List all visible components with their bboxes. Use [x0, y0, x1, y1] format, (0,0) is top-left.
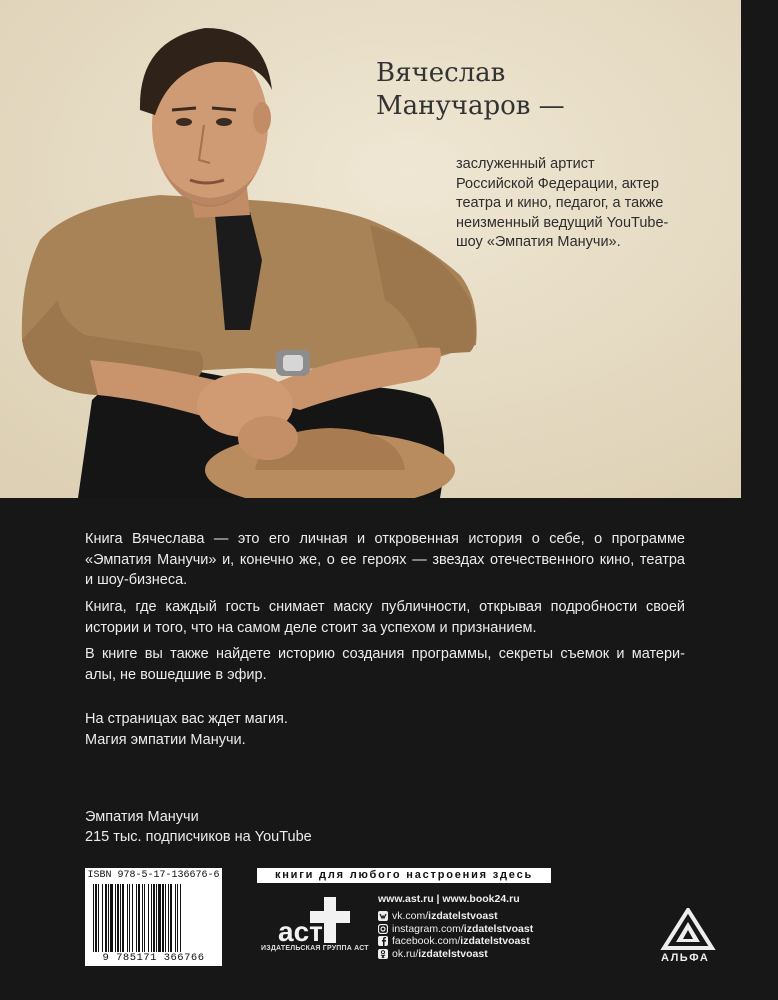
author-bio-line: Российской Федерации, актер: [456, 175, 659, 192]
blurb-line: Магия эмпатии Манучи.: [85, 731, 246, 748]
ean-digits: 9 785171 366766: [102, 952, 205, 964]
blurb-line: истории и того, что на самом деле стоит за успехом и признанием.: [85, 619, 537, 636]
barcode-icon: [93, 884, 214, 952]
youtube-channel-name: Эмпатия Манучи: [85, 809, 199, 825]
youtube-subscribers: 215 тыс. подписчиков на YouTube: [85, 829, 312, 845]
author-name-line-1: Вячеслав: [376, 58, 506, 88]
author-bio: [456, 155, 726, 253]
barcode-bar: [168, 884, 169, 952]
barcode-bar: [105, 884, 107, 952]
blurb-paragraph-1: [85, 529, 685, 591]
social-links: [378, 910, 533, 960]
barcode-bar: [122, 884, 124, 952]
barcode-bar: [177, 884, 178, 952]
publisher-slogan: книги для любого настроения здесь: [257, 868, 551, 883]
barcode-bar: [162, 884, 164, 952]
barcode-bar: [144, 884, 145, 952]
barcode-bar: [138, 884, 140, 952]
barcode-bar: [142, 884, 143, 952]
barcode-box: [85, 868, 222, 966]
blurb-line: В книге вы также найдете историю создания программы, секреты съемок и матери-: [85, 646, 685, 662]
vk-icon: [378, 911, 388, 921]
social-link-instagram[interactable]: [378, 923, 533, 936]
social-prefix: ok.ru/: [392, 947, 419, 960]
barcode-bar: [110, 884, 113, 952]
author-bio-line: заслуженный артист: [456, 156, 595, 172]
barcode-bar: [153, 884, 155, 952]
social-link-ok[interactable]: [378, 948, 533, 961]
barcode-bar: [127, 884, 128, 952]
author-bio-line: неизменный ведущий YouTube-: [456, 214, 669, 231]
barcode-bar: [151, 884, 152, 952]
social-link-vk[interactable]: [378, 910, 533, 923]
barcode-bar: [148, 884, 149, 952]
blurb-line: На страницах вас ждет магия.: [85, 711, 288, 727]
blurb-paragraph-3: [85, 644, 685, 685]
publisher-group-caption: ИЗДАТЕЛЬСКАЯ ГРУППА АСТ: [261, 945, 369, 952]
barcode-bar: [95, 884, 97, 952]
barcode-bar: [165, 884, 166, 952]
blurb-paragraph-2: [85, 597, 685, 638]
alfa-imprint-label: АЛЬФА: [661, 952, 710, 964]
author-name-line-2: Манучаров —: [376, 91, 565, 121]
barcode-bar: [175, 884, 176, 952]
barcode-bar: [129, 884, 130, 952]
blurb-line: Книга, где каждый гость снимает маску публичности, открывая подробности своей: [85, 599, 685, 615]
blurb-paragraph-4: [85, 709, 685, 750]
ast-logo-text: аст: [278, 916, 323, 947]
blurb-line: Книга Вячеслава — это его личная и откровенная история о себе, о программе: [85, 531, 685, 547]
alfa-logo-icon: [658, 908, 718, 950]
barcode-bar: [93, 884, 94, 952]
barcode-bar: [115, 884, 116, 952]
author-photo-panel: [0, 0, 741, 498]
instagram-icon: [378, 924, 388, 934]
publisher-websites[interactable]: www.ast.ru | www.book24.ru: [378, 893, 520, 905]
ok-icon: [378, 949, 388, 959]
isbn-label: ISBN 978-5-17-136676-6: [87, 870, 220, 881]
barcode-bar: [117, 884, 119, 952]
barcode-bar: [170, 884, 172, 952]
blurb-line: алы, не вошедшие в эфир.: [85, 666, 267, 683]
barcode-bar: [102, 884, 103, 952]
social-prefix: instagram.com/: [392, 922, 464, 935]
author-bio-line: театра и кино, педагог, а также: [456, 195, 664, 211]
barcode-bar: [158, 884, 161, 952]
youtube-info: [85, 807, 312, 847]
barcode-bar: [108, 884, 109, 952]
author-name: [376, 57, 565, 123]
social-link-facebook[interactable]: [378, 935, 533, 948]
social-handle: izdatelstvoast: [428, 910, 498, 923]
barcode-bar: [180, 884, 181, 952]
blurb-line: «Эмпатия Манучи» и, конечно же, о ее героях — звездах отечественного кино, театра: [85, 551, 685, 568]
social-prefix: facebook.com/: [392, 935, 461, 948]
barcode-bar: [156, 884, 157, 952]
barcode-bar: [120, 884, 121, 952]
ast-logo: [272, 893, 362, 963]
author-bio-line: шоу «Эмпатия Манучи».: [456, 234, 621, 250]
social-handle: izdatelstvoast: [463, 922, 534, 935]
barcode-bar: [132, 884, 133, 952]
social-prefix: vk.com/: [392, 910, 429, 923]
social-handle: izdatelstvoast: [460, 935, 530, 948]
blurb-line: и шоу-бизнеса.: [85, 572, 188, 588]
barcode-bar: [136, 884, 137, 952]
facebook-icon: [378, 936, 388, 946]
social-handle: izdatelstvoast: [418, 947, 488, 960]
barcode-bar: [98, 884, 99, 952]
